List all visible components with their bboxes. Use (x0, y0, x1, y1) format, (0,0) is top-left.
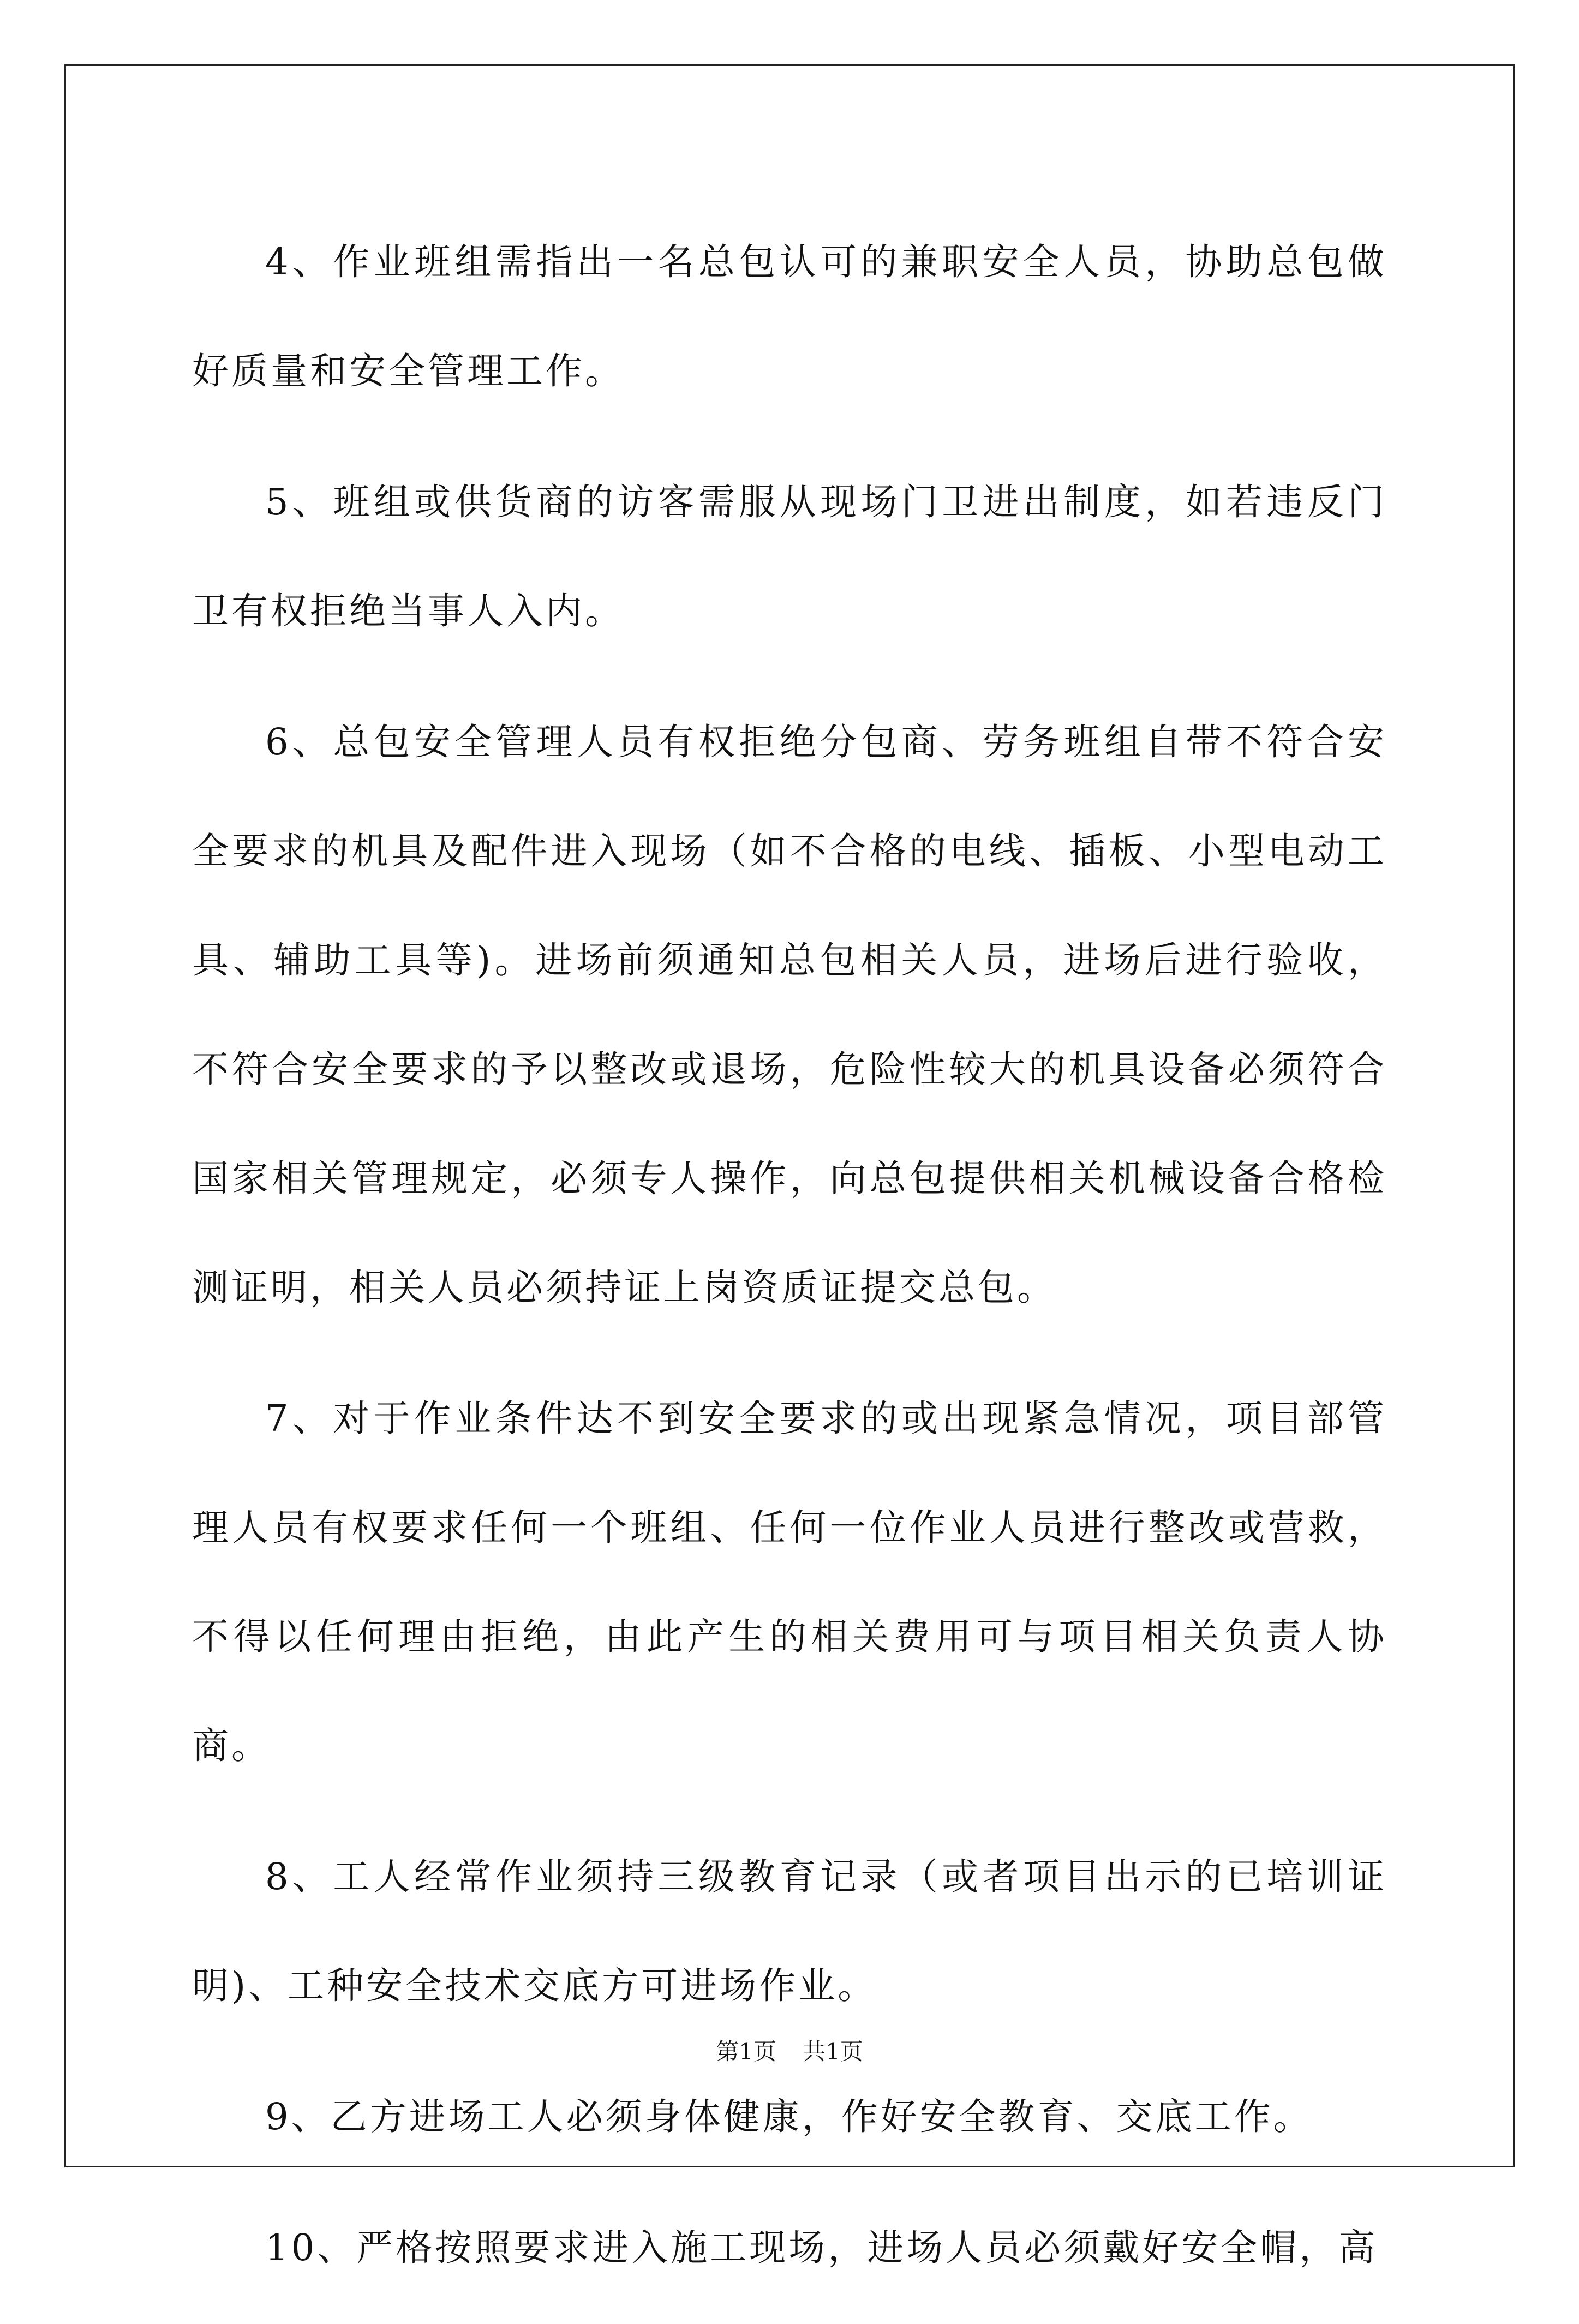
page-footer (0, 2034, 1579, 2067)
paragraph-4: 4、作业班组需指出一名总包认可的兼职安全人员，协助总包做好质量和安全管理工作。 (192, 241, 1387, 392)
page-number-total: 共1页 (803, 2038, 863, 2065)
paragraph-7: 7、对于作业条件达不到安全要求的或出现紧急情况，项目部管理人员有权要求任何一个班组、任何一位作业人员进行整改或营救，不得以任何理由拒绝，由此产生的相关费用可与项目相关负责人协商。 (192, 1397, 1387, 1767)
paragraph-5: 5、班组或供货商的访客需服从现场门卫进出制度，如若违反门卫有权拒绝当事人入内。 (192, 481, 1387, 632)
document-body (192, 207, 1387, 2324)
paragraph-10: 10、严格按照要求进入施工现场，进场人员必须戴好安全帽，高 (265, 2226, 1378, 2269)
paragraph-9: 9、乙方进场工人必须身体健康，作好安全教育、交底工作。 (265, 2095, 1313, 2138)
page-number-current: 第1页 (716, 2038, 776, 2065)
paragraph-6: 6、总包安全管理人员有权拒绝分包商、劳务班组自带不符合安全要求的机具及配件进入现场（如不合格的电线、插板、小型电动工具、辅助工具等)。进场前须通知总包相关人员，进场后进行验收，不符合安全要求的予以整改或退场，危险性较大的机具设备必须符合国家相关管理规定，必须专人操作，向总包提供相关机械设备合格检测证明，相关人员必须持证上岗资质证提交总包。 (192, 721, 1387, 1309)
paragraph-8: 8、工人经常作业须持三级教育记录（或者项目出示的已培训证明)、工种安全技术交底方可进场作业。 (192, 1855, 1387, 2007)
